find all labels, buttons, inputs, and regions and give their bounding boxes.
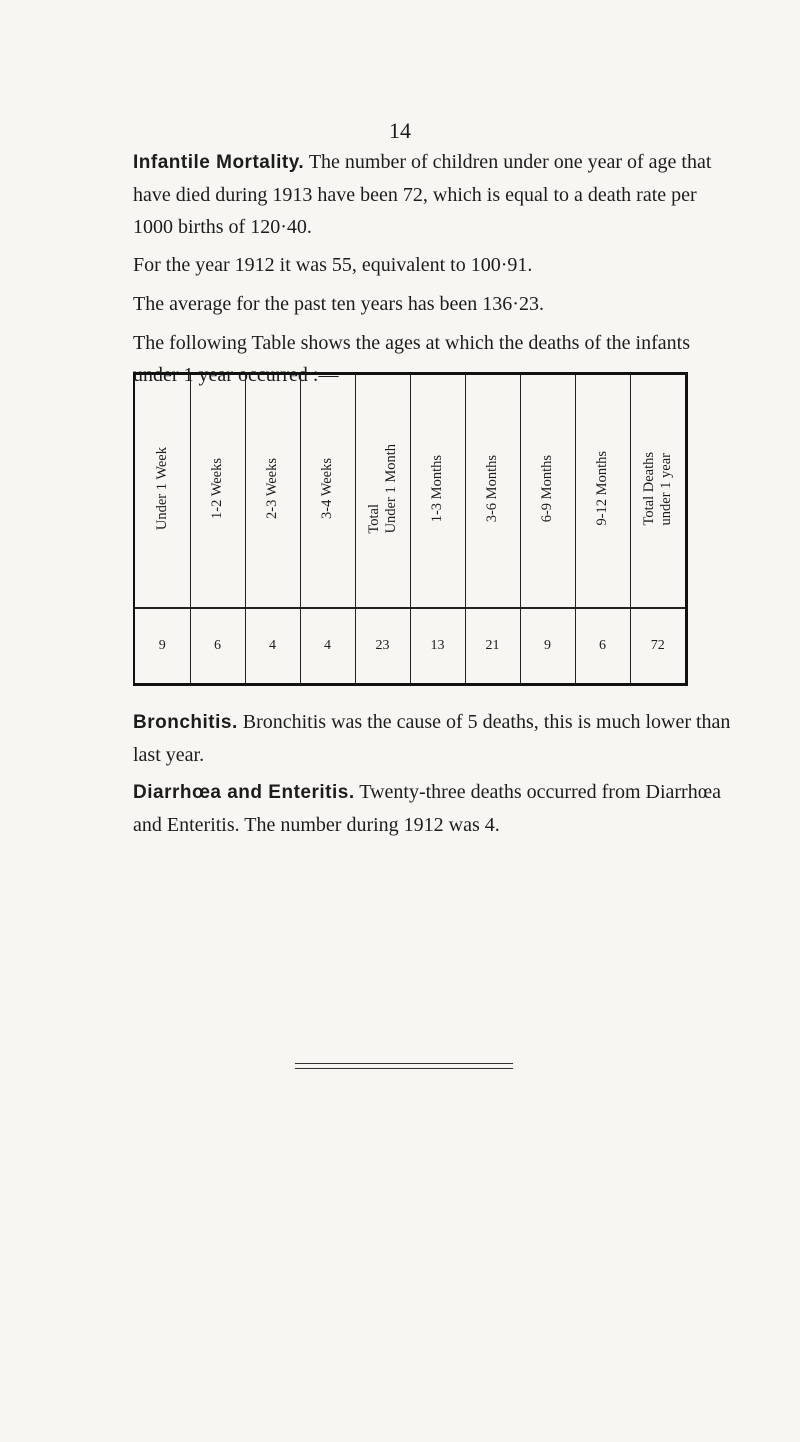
header-label: Under 1 Week bbox=[153, 446, 170, 531]
infantile-mortality-text: The number of children under one year of age that have died during 1913 have been 72, which is equal to a death rate per 1000 births of 120·40. bbox=[133, 151, 712, 238]
header-3-6-months bbox=[465, 375, 520, 608]
header-label-line-1: Total Deaths bbox=[640, 451, 657, 526]
value-1-3-months: 13 bbox=[410, 608, 465, 683]
header-total-under-1-month bbox=[355, 375, 410, 608]
value-total-under-1-month: 23 bbox=[355, 608, 410, 683]
value-total-deaths: 72 bbox=[630, 608, 685, 683]
value-under-1-week: 9 bbox=[158, 638, 166, 653]
value-1-2-weeks: 6 bbox=[190, 608, 245, 683]
header-1-2-weeks bbox=[190, 375, 245, 608]
value-2-3-weeks: 4 bbox=[245, 608, 300, 683]
header-label: 1-3 Months bbox=[429, 454, 445, 523]
table-intro-paragraph: The following Table shows the ages at which the deaths of the infants under 1 year occurred :— bbox=[133, 332, 690, 386]
header-label: 3-6 Months bbox=[484, 454, 500, 523]
header-9-12-months bbox=[575, 375, 630, 608]
header-6-9-months bbox=[520, 375, 575, 608]
table-header-row bbox=[135, 375, 685, 608]
infant-deaths-table bbox=[133, 372, 688, 686]
divider-rule bbox=[295, 1068, 513, 1069]
infantile-mortality-heading: Infantile Mortality. bbox=[133, 152, 305, 173]
header-1-3-months bbox=[410, 375, 465, 608]
value-6-9-months: 9 bbox=[520, 608, 575, 683]
value-9-12-months: 6 bbox=[575, 608, 630, 683]
header-2-3-weeks bbox=[245, 375, 300, 608]
header-label: 3-4 Weeks bbox=[319, 458, 335, 519]
bronchitis-heading: Bronchitis. bbox=[133, 712, 238, 733]
header-label-line-2: under 1 year bbox=[657, 452, 674, 526]
header-3-4-weeks bbox=[300, 375, 355, 608]
header-label-line-2: Under 1 Month bbox=[382, 443, 399, 534]
header-label: 9-12 Months bbox=[594, 451, 610, 526]
header-label-line-1: Total bbox=[365, 503, 382, 534]
value-3-4-weeks: 4 bbox=[300, 608, 355, 683]
diarrhoea-paragraph bbox=[133, 776, 733, 841]
diarrhoea-heading: Diarrhœa and Enteritis. bbox=[133, 782, 355, 803]
infantile-mortality-paragraph bbox=[133, 146, 733, 243]
divider-rule bbox=[295, 1063, 513, 1064]
diarrhoea-text: Twenty-three deaths occurred from Diarrhœa and Enteritis. The number during 1912 was 4. bbox=[133, 781, 722, 836]
page-number: 14 bbox=[389, 118, 411, 143]
bronchitis-text: Bronchitis was the cause of 5 deaths, this is much lower than last year. bbox=[133, 711, 731, 766]
header-label: 6-9 Months bbox=[539, 454, 555, 523]
header-label: 1-2 Weeks bbox=[209, 458, 225, 519]
bronchitis-paragraph bbox=[133, 706, 733, 771]
value-3-6-months: 21 bbox=[465, 608, 520, 683]
header-total-deaths-under-1-year bbox=[630, 375, 685, 608]
average-paragraph: The average for the past ten years has been 136·23. bbox=[133, 293, 544, 315]
header-under-1-week bbox=[135, 375, 190, 608]
year-1912-paragraph: For the year 1912 it was 55, equivalent to 100·91. bbox=[133, 254, 533, 276]
table-values-row bbox=[135, 608, 685, 683]
header-label: 2-3 Weeks bbox=[264, 458, 280, 519]
